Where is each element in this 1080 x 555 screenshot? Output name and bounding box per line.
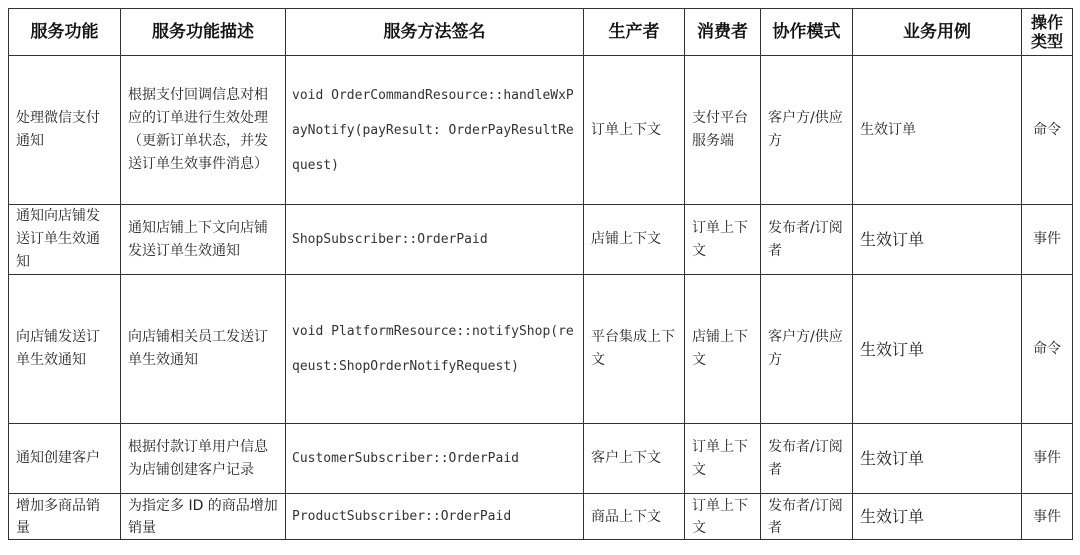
cell-pattern: 发布者/订阅者 (761, 205, 853, 275)
cell-consumer: 订单上下文 (685, 494, 761, 540)
cell-pattern: 发布者/订阅者 (761, 494, 853, 540)
cell-op-type: 命令 (1022, 275, 1073, 424)
cell-signature: ShopSubscriber::OrderPaid (286, 205, 584, 275)
cell-pattern: 客户方/供应方 (761, 275, 853, 424)
cell-use-case: 生效订单 (853, 205, 1022, 275)
cell-signature: CustomerSubscriber::OrderPaid (286, 424, 584, 494)
header-use-case: 业务用例 (853, 9, 1022, 56)
cell-op-type: 事件 (1022, 205, 1073, 275)
cell-description: 向店铺相关员工发送订单生效通知 (121, 275, 286, 424)
cell-signature: void PlatformResource::notifyShop(reqeust:ShopOrderNotifyRequest) (286, 275, 584, 424)
cell-pattern: 客户方/供应方 (761, 56, 853, 205)
cell-description: 根据支付回调信息对相应的订单进行生效处理（更新订单状态，并发送订单生效事件消息） (121, 56, 286, 205)
cell-function: 向店铺发送订单生效通知 (9, 275, 121, 424)
cell-function: 增加多商品销量 (9, 494, 121, 540)
header-collaboration-pattern: 协作模式 (761, 9, 853, 56)
service-table (8, 8, 1073, 540)
cell-signature: void OrderCommandResource::handleWxPayNotify(payResult: OrderPayResultRequest) (286, 56, 584, 205)
cell-use-case: 生效订单 (853, 56, 1022, 205)
cell-producer: 客户上下文 (584, 424, 685, 494)
cell-op-type: 事件 (1022, 424, 1073, 494)
cell-producer: 商品上下文 (584, 494, 685, 540)
table-row (9, 275, 1073, 424)
cell-use-case: 生效订单 (853, 494, 1022, 540)
cell-function: 通知向店铺发送订单生效通知 (9, 205, 121, 275)
table-row (9, 205, 1073, 275)
cell-description: 根据付款订单用户信息为店铺创建客户记录 (121, 424, 286, 494)
cell-use-case: 生效订单 (853, 424, 1022, 494)
table-row (9, 424, 1073, 494)
cell-description: 为指定多 ID 的商品增加销量 (121, 494, 286, 540)
cell-description: 通知店铺上下文向店铺发送订单生效通知 (121, 205, 286, 275)
header-consumer: 消费者 (685, 9, 761, 56)
cell-consumer: 店铺上下文 (685, 275, 761, 424)
cell-consumer: 支付平台服务端 (685, 56, 761, 205)
cell-pattern: 发布者/订阅者 (761, 424, 853, 494)
table-row (9, 56, 1073, 205)
cell-signature: ProductSubscriber::OrderPaid (286, 494, 584, 540)
cell-op-type: 事件 (1022, 494, 1073, 540)
table-row (9, 494, 1073, 540)
header-method-signature: 服务方法签名 (286, 9, 584, 56)
cell-producer: 店铺上下文 (584, 205, 685, 275)
header-service-function: 服务功能 (9, 9, 121, 56)
header-service-description: 服务功能描述 (121, 9, 286, 56)
cell-use-case: 生效订单 (853, 275, 1022, 424)
cell-producer: 订单上下文 (584, 56, 685, 205)
cell-function: 处理微信支付通知 (9, 56, 121, 205)
header-row (9, 9, 1073, 56)
cell-function: 通知创建客户 (9, 424, 121, 494)
cell-consumer: 订单上下文 (685, 424, 761, 494)
header-producer: 生产者 (584, 9, 685, 56)
cell-consumer: 订单上下文 (685, 205, 761, 275)
cell-producer: 平台集成上下文 (584, 275, 685, 424)
cell-op-type: 命令 (1022, 56, 1073, 205)
header-operation-type: 操作类型 (1022, 9, 1073, 56)
